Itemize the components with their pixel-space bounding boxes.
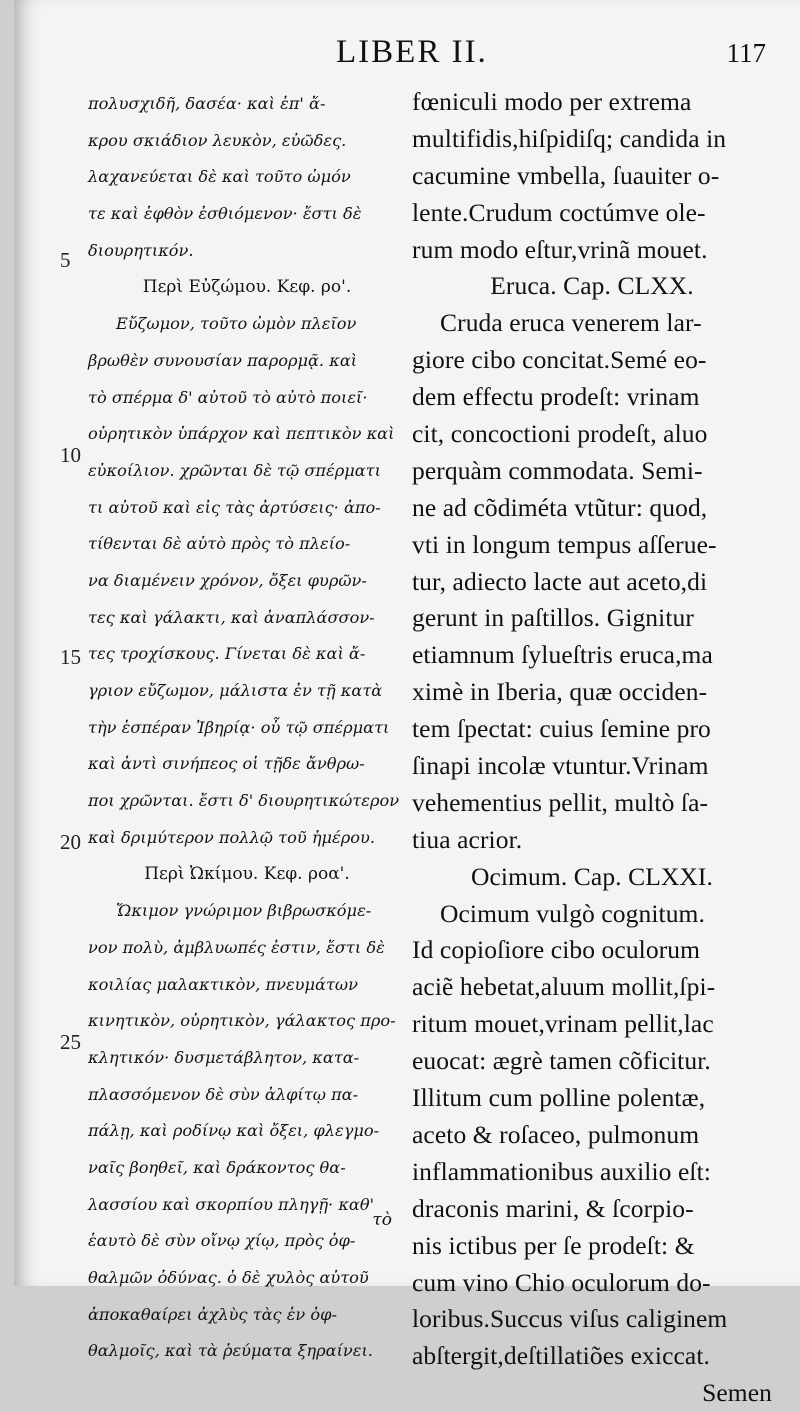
- greek-line: πλασσόμενον δὲ σὺν ἀλφίτῳ πα-: [88, 1084, 359, 1104]
- greek-line: κλητικόν· δυσμετάβλητον, κατα-: [88, 1047, 360, 1067]
- greek-line: πολυσχιδῆ, δασέα· καὶ ἐπ' ἄ-: [88, 94, 326, 113]
- greek-line: τίθενται δὲ αὐτὸ πρὸς τὸ πλείο-: [88, 534, 351, 554]
- greek-line: οὐρητικὸν ὑπάρχον καὶ πεπτικὸν καὶ: [88, 424, 395, 444]
- greek-line: λασσίου καὶ σκορπίου πληγῇ· καθ': [88, 1194, 375, 1214]
- greek-line: ποι χρῶνται. ἔστι δ' διουρητικώτερον: [88, 791, 400, 811]
- line-number: 10: [60, 443, 81, 467]
- greek-line: Ὤκιμον γνώριμον βιβρωσκόμε-: [116, 901, 372, 921]
- latin-column: [412, 84, 772, 1412]
- line-number: 5: [60, 248, 71, 272]
- greek-line: καὶ ἀντὶ σινήπεος οἱ τῇδε ἄνθρω-: [88, 754, 365, 774]
- greek-line: κινητικὸν, οὐρητικὸν, γάλακτος προ-: [88, 1011, 396, 1031]
- greek-catchword: τὸ: [372, 1210, 392, 1230]
- latin-line: cacumine vmbella, ſuauiter o-: [412, 160, 720, 190]
- latin-line: Ocimum vulgò cognitum.: [440, 898, 705, 928]
- latin-line: cit, concoctioni prodeſt, aluo: [412, 419, 708, 449]
- greek-line: νον πολὺ, ἀμβλυωπές ἐστιν, ἔστι δὲ: [88, 937, 385, 957]
- latin-line: ſinapi incolæ vtuntur.Vrinam: [412, 751, 709, 781]
- greek-chapter-heading: Περὶ Ὠκίμου. Κεφ. ροα'.: [144, 864, 350, 885]
- greek-line: εὐκοίλιον. χρῶνται δὲ τῷ σπέρματι: [88, 460, 381, 480]
- greek-line: ναῖς βοηθεῖ, καὶ δράκοντος θα-: [88, 1157, 346, 1177]
- greek-line: ἑαυτὸ δὲ σὺν οἴνῳ χίῳ, πρὸς ὀφ-: [88, 1231, 356, 1251]
- line-number: 20: [60, 830, 81, 854]
- latin-line: loribus.Succus viſus caliginem: [412, 1304, 728, 1334]
- latin-line: Illitum cum polline polentæ,: [412, 1083, 706, 1113]
- greek-line: θαλμοῖς, καὶ τὰ ῥεύματα ξηραίνει.: [88, 1341, 373, 1361]
- running-head: LIBER II.: [336, 34, 488, 70]
- greek-line: τὴν ἑσπέραν Ἰβηρίᾳ· οὗ τῷ σπέρματι: [88, 717, 390, 737]
- latin-line: lente.Crudum coctúmve ole-: [412, 197, 706, 227]
- page-header: [14, 34, 800, 84]
- latin-line: ne ad cõdiméta vtũtur: quod,: [412, 492, 708, 522]
- latin-line: Id copioſiore cibo oculorum: [412, 935, 701, 965]
- page-number: 117: [726, 38, 766, 68]
- greek-line: κοιλίας μαλακτικὸν, πνευμάτων: [88, 974, 358, 994]
- latin-line: Cruda eruca venerem lar-: [440, 308, 702, 338]
- latin-line: dem effectu prodeſt: vrinam: [412, 382, 700, 412]
- latin-line: perquàm commodata. Semi-: [412, 455, 703, 485]
- greek-line: βρωθὲν συνουσίαν παρορμᾷ. καὶ: [88, 350, 358, 370]
- latin-chapter-heading: Ocimum. Cap. CLXXI.: [471, 861, 713, 891]
- latin-line: ximè in Iberia, quæ occiden-: [412, 677, 708, 707]
- latin-line: gerunt in paſtillos. Gignitur: [412, 603, 694, 633]
- greek-line: πάλῃ, καὶ ροδίνῳ καὶ ὄξει, φλεγμο-: [88, 1121, 380, 1141]
- greek-line: τες καὶ γάλακτι, καὶ ἀναπλάσσον-: [88, 607, 375, 627]
- greek-line: Εὔζωμον, τοῦτο ὠμὸν πλεῖον: [116, 314, 357, 334]
- greek-line: τι αὐτοῦ καὶ εἰς τὰς ἀρτύσεις· ἀπο-: [88, 497, 381, 517]
- latin-line: multifidis,hiſpidiſq; candida in: [412, 123, 727, 153]
- latin-catchword: Semen: [702, 1378, 772, 1408]
- latin-line: rum modo eſtur,vrinã mouet.: [412, 234, 708, 264]
- latin-line: ritum mouet,vrinam pellit,lac: [412, 1009, 714, 1039]
- line-number: 25: [60, 1030, 81, 1054]
- greek-line: τες τροχίσκους. Γίνεται δὲ καὶ ἄ-: [88, 644, 366, 664]
- greek-line: γριον εὔζωμον, μάλιστα ἐν τῇ κατὰ: [88, 681, 383, 700]
- latin-line: tur, adiecto lacte aut aceto,di: [412, 566, 708, 596]
- latin-line: euocat: ægrè tamen cõficitur.: [412, 1046, 711, 1076]
- latin-line: vehementius pellit, multò ſa-: [412, 787, 709, 817]
- greek-line: να διαμένειν χρόνον, ὄξει φυρῶν-: [88, 570, 367, 590]
- greek-line: λαχανεύεται δὲ καὶ τοῦτο ὠμόν: [88, 167, 351, 187]
- latin-line: fœniculi modo per extrema: [412, 87, 692, 116]
- latin-line: aciẽ hebetat,aluum mollit,ſpi-: [412, 972, 716, 1002]
- latin-line: vti in longum tempus aſſerue-: [412, 529, 717, 559]
- greek-line: θαλμῶν ὀδύνας. ὁ δὲ χυλὸς αὐτοῦ: [88, 1268, 369, 1287]
- greek-line: καὶ δριμύτερον πολλῷ τοῦ ἡμέρου.: [88, 827, 375, 847]
- greek-line: ἀποκαθαίρει ἀχλὺς τὰς ἐν ὀφ-: [88, 1304, 337, 1324]
- latin-line: etiamnum ſylueſtris eruca,ma: [412, 640, 713, 670]
- latin-line: cum vino Chio oculorum do-: [412, 1267, 711, 1297]
- greek-column: [88, 86, 406, 1370]
- book-page: [14, 0, 800, 1408]
- greek-chapter-heading: Περὶ Εὐζώμου. Κεφ. ρο'.: [142, 277, 352, 298]
- latin-line: tiua acrior.: [412, 824, 523, 854]
- greek-line: τε καὶ ἑφθὸν ἐσθιόμενον· ἔστι δὲ: [88, 204, 362, 224]
- latin-line: tem ſpectat: cuius ſemine pro: [412, 714, 711, 744]
- greek-line: κρου σκιάδιον λευκὸν, εὐῶδες.: [88, 130, 347, 150]
- latin-line: giore cibo concitat.Semé eo-: [412, 345, 707, 375]
- latin-line: inflammationibus auxilio eſt:: [412, 1156, 711, 1186]
- latin-line: abſtergit,deſtillatiões exiccat.: [412, 1341, 710, 1371]
- line-number: 15: [60, 645, 81, 669]
- latin-chapter-heading: Eruca. Cap. CLXX.: [490, 271, 694, 301]
- latin-line: nis ictibus per ſe prodeſt: &: [412, 1230, 695, 1260]
- latin-line: draconis marini, & ſcorpio-: [412, 1193, 694, 1223]
- greek-line: τὸ σπέρμα δ' αὐτοῦ τὸ αὐτὸ ποιεῖ·: [88, 387, 368, 407]
- greek-line: διουρητικόν.: [88, 240, 194, 260]
- latin-line: aceto & roſaceo, pulmonum: [412, 1119, 700, 1149]
